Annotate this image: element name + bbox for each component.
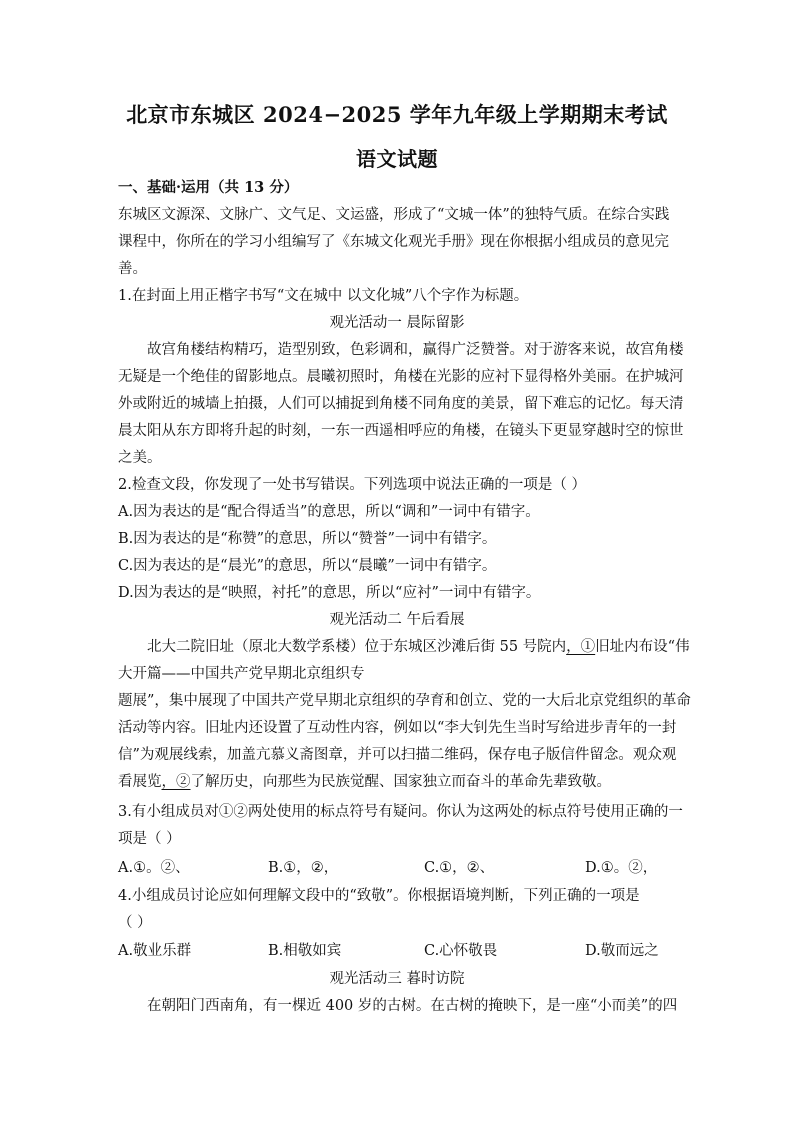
question-3-option: C.①，②、 [424, 860, 495, 876]
activity-1-title: 观光活动一 晨际留影 [329, 315, 465, 331]
activity-2-text [147, 637, 690, 657]
exam-title: 北京市东城区 2024−2025 学年九年级上学期期末考试 [126, 102, 668, 127]
activity-2-text: 信”为观展线索，加盖亢慕义斋图章，并可以扫描二维码，保存电子版信件留念。观众观 [118, 747, 677, 763]
question-4-option: D.敬而远之 [585, 943, 659, 959]
question-2: 2.检查文段，你发现了一处书写错误。下列选项中说法正确的一项是（ ） [118, 477, 586, 493]
activity-2-text: 活动等内容。旧址内还设置了互动性内容，例如以“李大钊先生当时写给进步青年的一封 [118, 720, 677, 736]
activity-1-text: 晨太阳从东方即将升起的时刻，一东一西遥相呼应的角楼，在镜头下更显穿越时空的惊世 [118, 423, 684, 439]
question-2-option: D.因为表达的是“映照，衬托”的意思，所以“应衬”一词中有错字。 [118, 585, 541, 601]
question-4: 4.小组成员讨论应如何理解文段中的“致敬”。你根据语境判断，下列正确的一项是 [118, 888, 640, 904]
question-2-option: B.因为表达的是“称赞”的意思，所以“赞誉”一词中有错字。 [118, 531, 497, 547]
intro-line: 东城区文源深、文脉广、文气足、文运盛，形成了“文城一体”的独特气质。在综合实践 [118, 207, 670, 223]
activity-2-text-part: 了解历史，向那些为民族觉醒、国家独立而奋斗的革命先辈致敬。 [190, 774, 611, 790]
question-4: （ ） [118, 915, 152, 931]
question-3-option: B.①，②， [268, 860, 339, 876]
question-2-option: C.因为表达的是“晨光”的意思，所以“晨曦”一词中有错字。 [118, 558, 497, 574]
punctuation-mark-1: ，① [566, 639, 596, 655]
activity-2-text-part: 旧址内布设“伟 [595, 639, 690, 655]
question-3: 项是（ ） [118, 831, 181, 847]
exam-subtitle: 语文试题 [356, 147, 438, 171]
question-4-option: A.敬业乐群 [118, 943, 192, 959]
question-3: 3.有小组成员对①②两处使用的标点符号有疑问。你认为这两处的标点符号使用正确的一 [118, 804, 683, 820]
question-1: 1.在封面上用正楷字书写“文在城中 以文化城”八个字作为标题。 [118, 288, 529, 304]
question-3-option: D.①。②， [585, 860, 658, 876]
activity-1-text: 之美。 [118, 450, 162, 466]
intro-line: 善。 [118, 261, 147, 277]
activity-2-text: 题展”，集中展现了中国共产党早期北京组织的孕育和创立、党的一大后北京党组织的革命 [118, 693, 691, 709]
activity-1-text: 外或附近的城墙上拍摄，人们可以捕捉到角楼不同角度的美景，留下难忘的记忆。每天清 [118, 396, 684, 412]
activity-3-text: 在朝阳门西南角，有一棵近 400 岁的古树。在古树的掩映下，是一座“小而美”的四 [147, 998, 678, 1014]
activity-2-text [118, 772, 684, 792]
activity-1-text: 无疑是一个绝佳的留影地点。晨曦初照时，角楼在光影的应衬下显得格外美丽。在护城河 [118, 369, 684, 385]
activity-3-title: 观光活动三 暮时访院 [329, 971, 465, 987]
activity-2-text-part: 北大二院旧址（原北大数学系楼）位于东城区沙滩后街 55 号院内 [147, 639, 567, 655]
punctuation-mark-2: ，② [161, 774, 191, 790]
section-header: 一、基础·运用（共 13 分） [118, 179, 299, 196]
activity-2-text: 大开篇——中国共产党早期北京组织专 [118, 666, 365, 682]
intro-line: 课程中，你所在的学习小组编写了《东城文化观光手册》现在你根据小组成员的意见完 [118, 234, 669, 250]
question-2-option: A.因为表达的是“配合得适当”的意思，所以“调和”一词中有错字。 [118, 504, 540, 520]
question-4-option: C.心怀敬畏 [424, 943, 498, 959]
question-4-option: B.相敬如宾 [268, 943, 342, 959]
activity-2-text-part: 看展览 [118, 774, 162, 790]
question-3-option: A.①。②、 [118, 860, 190, 876]
activity-1-text: 故宫角楼结构精巧，造型别致，色彩调和，赢得广泛赞誉。对于游客来说，故宫角楼 [147, 342, 684, 358]
activity-2-title: 观光活动二 午后看展 [329, 612, 465, 628]
